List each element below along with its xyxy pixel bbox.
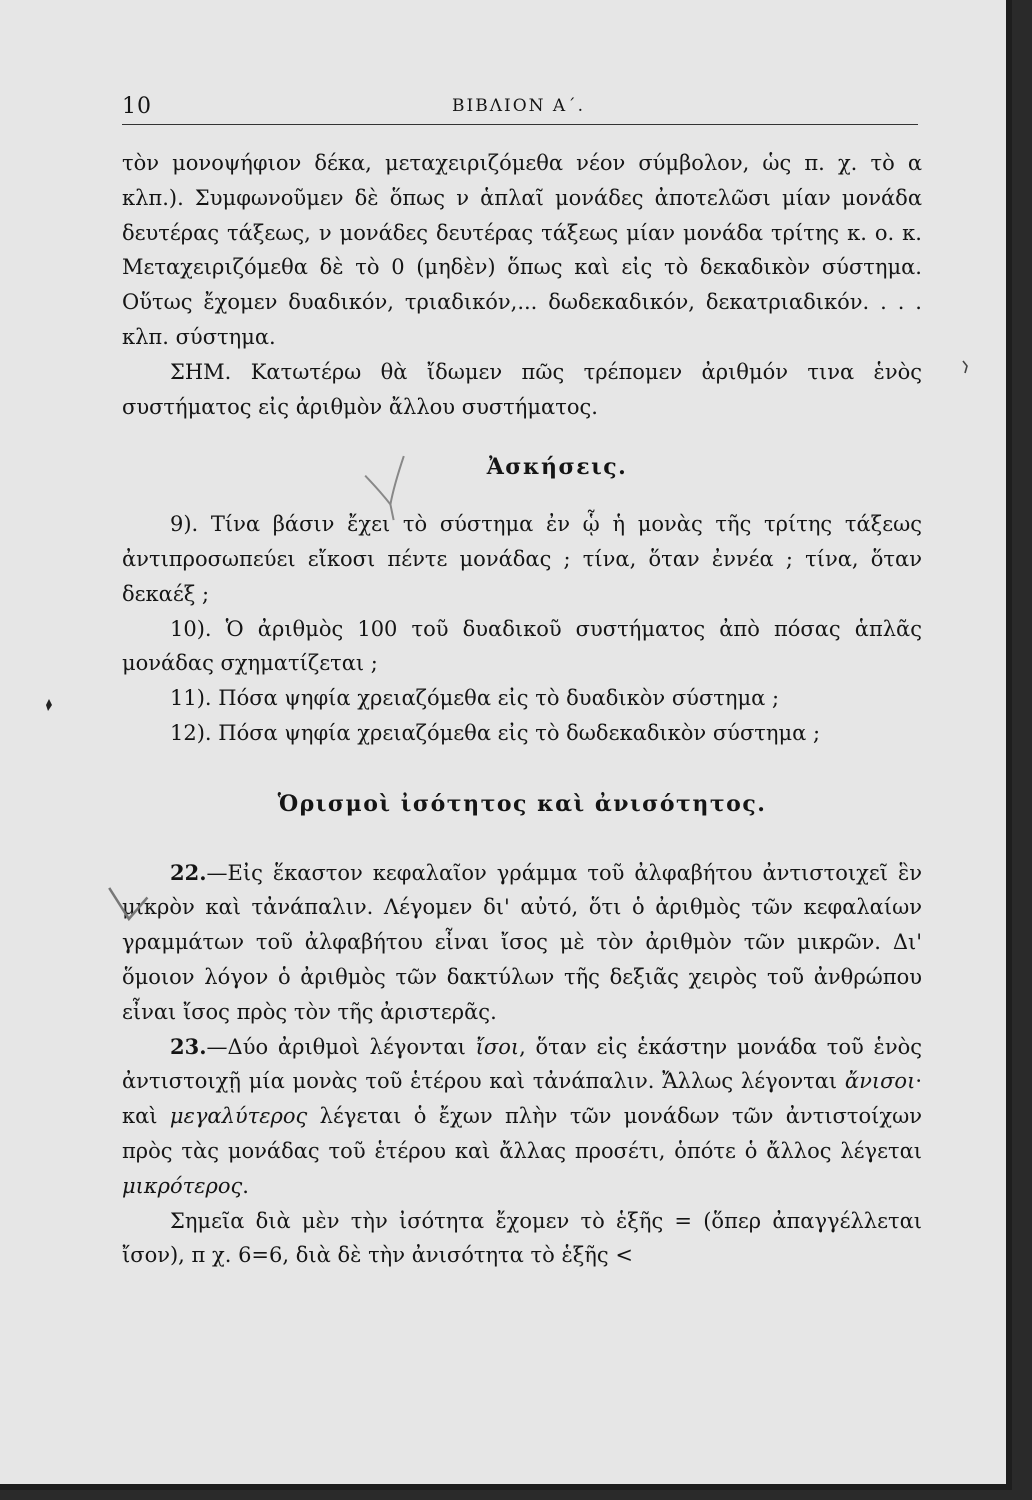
ink-speck-icon (44, 698, 54, 712)
exercise-12: 12). Πόσα ψηφία χρειαζόμεθα εἰς τὸ δωδεκαδικὸν σύστημα ; (170, 720, 821, 745)
article-23-text-4: λέγεται ὁ ἔχων πλὴν τῶν μονάδων τῶν ἀντιστοίχων πρὸς τὰς μονάδας τοῦ ἑτέρου καὶ ἄλλας προσέτι, ὁπότε ὁ ἄλλος λέγεται (122, 1104, 922, 1163)
article-22-number: 22. (170, 859, 207, 885)
exercise-9: 9). Τίνα βάσιν ἔχει τὸ σύστημα ἐν ᾧ ἡ μονὰς τῆς τρίτης τάξεως ἀντιπροσωπεύει εἴκοσι πέντε μονάδας ; τίνα, ὅταν ἐννέα ; τίνα, ὅταν δεκαέξ ; (122, 512, 922, 606)
term-isoi: ἴσοι (475, 1034, 520, 1059)
header-rule (122, 124, 918, 125)
article-23-text-3: · καὶ (122, 1069, 922, 1129)
pencil-v-mark-icon (105, 876, 162, 928)
page-number: 10 (122, 94, 152, 119)
page-body (122, 146, 922, 1273)
ink-speck-icon (960, 360, 970, 374)
running-title: ΒΙΒΛΙΟΝ Α΄. (452, 96, 586, 116)
article-23-text-1: —Δύο ἀριθμοὶ λέγονται (206, 1034, 476, 1059)
article-22 (122, 856, 922, 1030)
article-23-text-2: , ὅταν εἰς ἑκάστην μονάδα τοῦ ἑνὸς ἀντιστοιχῇ μία μονὰς τοῦ ἑτέρου καὶ τἀνάπαλιν. Ἄλλως λέγονται (122, 1034, 923, 1094)
final-paragraph: Σημεῖα διὰ μὲν τὴν ἰσότητα ἔχομεν τὸ ἑξῆς = (ὅπερ ἀπαγγέλλεται ἴσον), π χ. 6=6, διὰ δὲ τὴν ἀνισότητα τὸ ἑξῆς < (122, 1208, 922, 1268)
exercise-10: 10). Ὁ ἀριθμὸς 100 τοῦ δυαδικοῦ συστήματος ἀπὸ πόσας ἁπλᾶς μονάδας σχηματίζεται ; (122, 616, 922, 676)
exercises-heading: Ἀσκήσεις. (486, 454, 628, 481)
paragraph-note: ΣΗΜ. Κατωτέρω θὰ ἴδωμεν πῶς τρέπομεν ἀριθμόν τινα ἑνὸς συστήματος εἰς ἀριθμὸν ἄλλου συστήματος. (122, 359, 922, 419)
pencil-checkmark-icon (357, 448, 426, 526)
exercise-11: 11). Πόσα ψηφία χρειαζόμεθα εἰς τὸ δυαδικὸν σύστημα ; (170, 686, 780, 711)
term-anisoi: ἄνισοι (844, 1069, 916, 1094)
term-mikroteros: μικρότερος (122, 1173, 243, 1198)
page-header (122, 88, 918, 122)
article-23-number: 23. (170, 1033, 207, 1059)
term-megalyteros: μεγαλύτερος (169, 1104, 308, 1129)
article-23 (122, 1030, 922, 1204)
article-23-text-5: . (242, 1173, 249, 1198)
paragraph-intro: τὸν μονοψήφιον δέκα, μεταχειριζόμεθα νέον σύμβολον, ὡς π. χ. τὸ α κλπ.). Συμφωνοῦμεν δὲ ὅπως ν ἁπλαῖ μονάδες ἀποτελῶσι μίαν μονάδα δευτέρας τάξεως, ν μονάδες δευτέρας τάξεως μίαν μονάδα τρίτης κ. ο. κ. Μεταχειριζόμεθα δὲ τὸ 0 (μηδὲν) ὅπως καὶ εἰς τὸ δεκαδικὸν σύστημα. Οὕτως ἔχομεν δυαδικόν, τριαδικόν,... δωδεκαδικόν, δεκατριαδικόν. . . . κλπ. σύστημα. (122, 151, 922, 349)
section-heading: Ὁρισμοὶ ἰσότητος καὶ ἀνισότητος. (277, 790, 767, 817)
article-22-text: —Εἰς ἕκαστον κεφαλαῖον γράμμα τοῦ ἀλφαβήτου ἀντιστοιχεῖ ἓν μικρὸν καὶ τἀνάπαλιν. Λέγομεν δι' αὐτό, ὅτι ὁ ἀριθμὸς τῶν κεφαλαίων γραμμάτων τοῦ ἀλφαβήτου εἶναι ἴσος μὲ τὸν ἀριθμὸν τῶν μικρῶν. Δι' ὅμοιον λόγον ὁ ἀριθμὸς τῶν δακτύλων τῆς δεξιᾶς χειρὸς τοῦ ἀνθρώπου εἶναι ἴσος πρὸς τὸν τῆς ἀριστερᾶς. (122, 860, 922, 1024)
